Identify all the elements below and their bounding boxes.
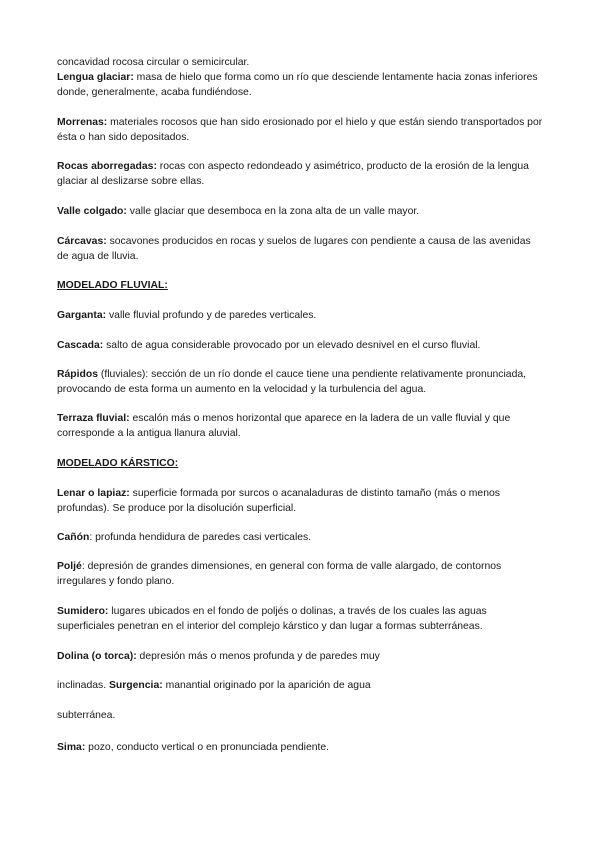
paragraph-surgencia-continuation: subterránea. — [57, 710, 116, 721]
definition-rapidos: Rápidos (fluviales): sección de un río donde el cauce tiene una pendiente relativamente pronunciada, provocando de esta forma un aumento en la velocidad y la turbulencia del agua. — [57, 369, 527, 395]
term-label: Cañón — [57, 532, 90, 543]
term-label: Rápidos — [57, 369, 98, 380]
definition-carcavas: Cárcavas: socavones producidos en rocas y suelos de lugares con pendiente a causa de las avenidas de agua de lluvia. — [57, 236, 531, 262]
term-label: Terraza fluvial: — [57, 413, 130, 424]
term-label: Valle colgado: — [57, 206, 127, 217]
term-label: Rocas aborregadas: — [57, 161, 157, 172]
definition-terraza-fluvial: Terraza fluvial: escalón más o menos horizontal que aparece en la ladera de un valle fluvial y que corresponde a la antigua llanura aluvial. — [57, 413, 511, 439]
term-label: Lenar o lapiaz: — [57, 488, 130, 499]
definition-morrenas: Morrenas: materiales rocosos que han sido erosionado por el hielo y que están siendo transportados por ésta o han sido depositados. — [57, 117, 543, 143]
section-heading-karstico — [57, 456, 545, 471]
term-label: Sima: — [57, 742, 86, 753]
definition-lengua-glaciar: Lengua glaciar: masa de hielo que forma como un río que desciende lentamente hacia zonas inferiores donde, generalmente, acaba fundiéndose. — [57, 72, 538, 98]
section-heading: MODELADO FLUVIAL: — [57, 280, 168, 291]
definition-sumidero: Sumidero: lugares ubicados en el fondo de poljés o dolinas, a través de los cuales las aguas superficiales penetran en el interior del complejo kárstico y dan lugar a formas subterráneas. — [57, 606, 487, 632]
definition-valle-colgado: Valle colgado: valle glaciar que desemboca en la zona alta de un valle mayor. — [57, 206, 420, 217]
definition-dolina: Dolina (o torca): depresión más o menos profunda y de paredes muy — [57, 651, 380, 662]
term-label: Poljé — [57, 561, 82, 572]
definition-polje: Poljé: depresión de grandes dimensiones, en general con forma de valle alargado, de contornos irregulares y fondo plano. — [57, 561, 502, 587]
definition-lenar: Lenar o lapiaz: superficie formada por surcos o acanaladuras de distinto tamaño (más o menos profundas). Se produce por la disolución superficial. — [57, 488, 500, 514]
definition-sima: Sima: pozo, conducto vertical o en pronunciada pendiente. — [57, 742, 330, 753]
term-label: Dolina (o torca): — [57, 651, 137, 662]
section-heading-fluvial — [57, 278, 545, 293]
definition-garganta: Garganta: valle fluvial profundo y de paredes verticales. — [57, 310, 317, 321]
term-label: Morrenas: — [57, 117, 108, 128]
term-label: Garganta: — [57, 310, 107, 321]
paragraph-circo-continuation: concavidad rocosa circular o semicircular. — [57, 57, 250, 68]
term-label: Lengua glaciar: — [57, 72, 134, 83]
definition-canon: Cañón: profunda hendidura de paredes casi verticales. — [57, 532, 312, 543]
definition-rocas-aborregadas: Rocas aborregadas: rocas con aspecto redondeado y asimétrico, producto de la erosión de la lengua glaciar al deslizarse sobre ellas. — [57, 161, 529, 187]
term-label: Cascada: — [57, 340, 104, 351]
definition-cascada: Cascada: salto de agua considerable provocado por un elevado desnivel en el curso fluvial. — [57, 340, 481, 351]
term-label: Cárcavas: — [57, 236, 107, 247]
definition-surgencia: inclinadas. Surgencia: manantial originado por la aparición de agua — [57, 680, 371, 691]
term-label: Surgencia: — [108, 680, 163, 691]
term-label: Sumidero: — [57, 606, 109, 617]
section-heading: MODELADO KÁRSTICO: — [57, 458, 179, 469]
